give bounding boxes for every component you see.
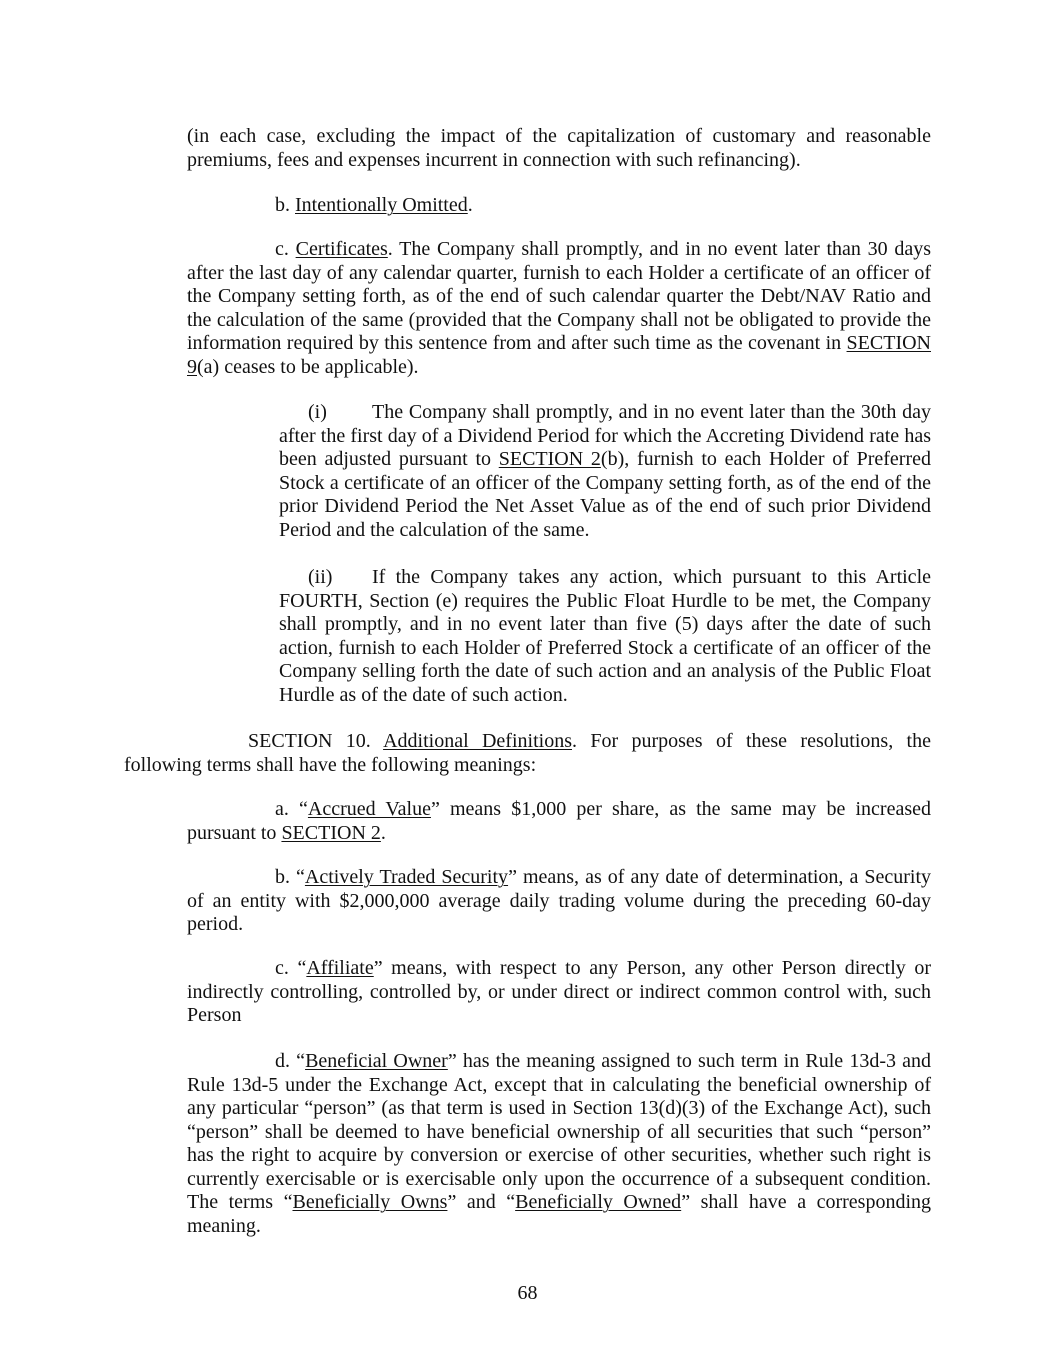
continuation-paragraph: (in each case, excluding the impact of the capitalization of customary and reasonable premiums, fees and expenses incurrent in connection with such refinancing). <box>187 125 931 171</box>
section-10-title: Additional Definitions <box>383 730 572 752</box>
item-b-paragraph: b. Intentionally Omitted. <box>275 194 473 216</box>
page-number: 68 <box>517 1282 538 1304</box>
section-2-ref-def-a: SECTION 2 <box>281 821 381 844</box>
item-c-label: c. <box>275 238 289 260</box>
definition-beneficial-owner: d. “Beneficial Owner” has the meaning assigned to such term in Rule 13d-3 and Rule 13d-5 under the Exchange Act, except that in calculating the beneficial ownership of any particular “person” (as that term is used in Section 13(d)(3) of the Exchange Act), such “person” shall be deemed to have beneficial ownership of all securities that such “person” has the right to acquire by conversion or exercise of other securities, whether such right is currently exercisable or is exercisable only upon the occurrence of a subsequent condition. The terms “Beneficially Owns” and “Beneficially Owned” shall have a corresponding meaning. <box>187 1050 932 1237</box>
section-10-lead: SECTION 10. <box>248 730 371 752</box>
item-c-paragraph: c. Certificates. The Company shall promptly, and in no event later than 30 days after the last day of any calendar quarter, furnish to each Holder a certificate of an officer of the Company setting forth, as of the end of such calendar quarter the Debt/NAV Ratio and the calculation of the same (provided that the Company shall not be obligated to provide the information required by this sentence from and after such time as the covenant in SECTION 9(a) ceases to be applicable). <box>187 238 931 378</box>
sub-item-i-paragraph: (i) The Company shall promptly, and in no event later than the 30th day after the first day of a Dividend Period for which the Accreting Dividend rate has been adjusted pursuant to SECTION 2(b), furnish to each Holder of Preferred Stock a certificate of an officer of the Company setting forth, as of the end of the prior Dividend Period the Net Asset Value as of the end of such prior Dividend Period and the calculation of the same. <box>279 401 931 541</box>
def-a-label: a. <box>275 798 289 820</box>
sub-item-i-label: (i) <box>308 401 327 423</box>
def-b-label: b. <box>275 866 290 888</box>
definition-actively-traded-security: b. “Actively Traded Security” means, as of any date of determination, a Security of an entity with $2,000,000 average daily trading volume during the preceding 60-day period. <box>187 866 932 935</box>
item-c-title: Certificates <box>295 238 388 260</box>
section-2-ref: SECTION 2 <box>498 448 601 470</box>
item-b-label: b. <box>275 194 290 216</box>
def-d-label: d. <box>275 1050 290 1072</box>
term-actively-traded-security: Actively Traded Security <box>304 866 509 888</box>
item-b-title: Intentionally Omitted <box>295 194 468 216</box>
section-9-ref: SECTION 9 <box>187 332 931 378</box>
term-accrued-value: Accrued Value <box>307 798 431 820</box>
def-c-label: c. <box>275 957 289 979</box>
sub-item-ii-label: (ii) <box>308 566 333 588</box>
definition-affiliate: c. “Affiliate” means, with respect to any Person, any other Person directly or indirectly controlling, controlled by, or under direct or indirect common control with, such Person <box>187 957 932 1026</box>
term-beneficially-owns: Beneficially Owns <box>292 1191 448 1213</box>
sub-item-ii-paragraph: (ii) If the Company takes any action, which pursuant to this Article FOURTH, Section (e) requires the Public Float Hurdle to be met, the Company shall promptly, and in no event later than five (5) days after the date of such action, furnish to each Holder of Preferred Stock a certificate of an officer of the Company selling forth the date of such action and an analysis of the Public Float Hurdle as of the date of such action. <box>279 566 931 706</box>
definition-accrued-value: a. “Accrued Value” means $1,000 per share, as the same may be increased pursuant to SECTION 2. <box>187 798 931 844</box>
term-beneficially-owned: Beneficially Owned <box>515 1191 682 1213</box>
term-beneficial-owner: Beneficial Owner <box>305 1050 448 1072</box>
term-affiliate: Affiliate <box>306 957 374 979</box>
section-10-paragraph: SECTION 10. Additional Definitions. For purposes of these resolutions, the following terms shall have the following meanings: <box>124 730 931 776</box>
